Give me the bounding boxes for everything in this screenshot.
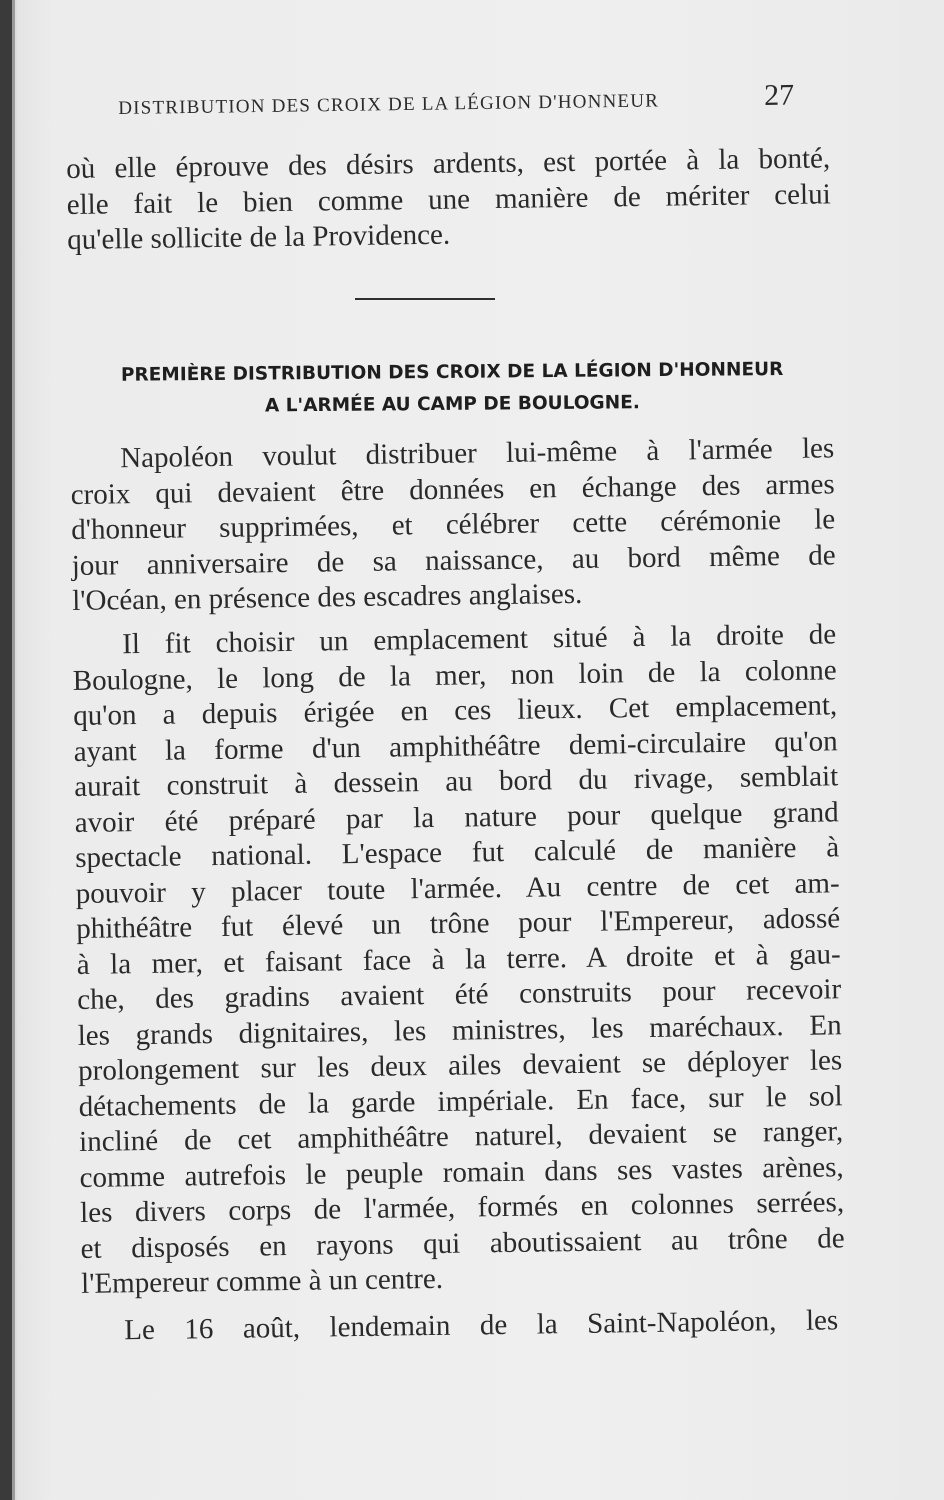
- text-line: l'Océan, en présence des escadres anglaises.: [71, 577, 583, 617]
- text-line: détachements de la garde impériale. En face, sur le sol: [78, 1079, 843, 1123]
- text-line: les grands dignitaires, les ministres, les maréchaux. En: [77, 1008, 842, 1052]
- text-line: croix qui devaient être données en échange des armes: [70, 467, 835, 511]
- text-line: phithéâtre fut élevé un trône pour l'Empereur, adossé: [75, 902, 841, 945]
- text-line: Napoléon voulut distribuer lui-même à l'armée les: [120, 432, 835, 475]
- text-line: ayant la forme d'un amphithéâtre demi-circulaire qu'on: [73, 724, 838, 768]
- text-line: aurait construit à dessein au bord du rivage, semblait: [73, 760, 839, 803]
- text-line: les divers corps de l'armée, formés en colonnes serrées,: [79, 1186, 845, 1229]
- paragraph-16-aout: [74, 1303, 838, 1349]
- book-page: [12, 0, 944, 1500]
- paragraph-emplacement: [72, 617, 845, 1302]
- text-line: jour anniversaire de sa naissance, au bord même de: [71, 538, 836, 582]
- text-line: prolongement sur les deux ailes devaient se déployer les: [77, 1044, 843, 1087]
- text-line: Boulogne, le long de la mer, non loin de la colonne: [72, 653, 837, 697]
- continuation-paragraph: [66, 141, 831, 258]
- section-heading-line: PREMIÈRE DISTRIBUTION DES CROIX DE LA LÉGION D'HONNEUR: [120, 358, 784, 386]
- section-heading-line: A L'ARMÉE AU CAMP DE BOULOGNE.: [264, 392, 640, 417]
- running-title: DISTRIBUTION DES CROIX DE LA LÉGION D'HONNEUR: [118, 90, 660, 119]
- text-line: comme autrefois le peuple romain dans ses vastes arènes,: [79, 1150, 844, 1194]
- text-line: qu'on a depuis érigée en ces lieux. Cet emplacement,: [73, 689, 838, 732]
- text-line: et disposés en rayons qui aboutissaient au trône de: [80, 1221, 845, 1265]
- text-line: avoir été préparé par la nature pour quelque grand: [74, 795, 839, 839]
- text-line: pouvoir y placer toute l'armée. Au centre de cet am-: [75, 866, 840, 910]
- text-line: elle fait le bien comme une manière de mériter celui: [66, 177, 831, 221]
- running-head: [118, 78, 808, 128]
- text-line: Il fit choisir un emplacement situé à la droite de: [122, 618, 837, 661]
- text-line: spectacle national. L'espace fut calculé de manière à: [74, 831, 840, 874]
- text-line: l'Empereur comme à un centre.: [80, 1262, 444, 1300]
- paragraph-napoleon: [70, 431, 836, 619]
- text-line: che, des gradins avaient été construits pour recevoir: [76, 973, 842, 1016]
- text-line: où elle éprouve des désirs ardents, est portée à la bonté,: [66, 142, 831, 185]
- text-line: Le 16 août, lendemain de la Saint-Napoléon, les: [124, 1304, 839, 1347]
- page-number: 27: [763, 78, 795, 112]
- text-line: incliné de cet amphithéâtre naturel, devaient se ranger,: [78, 1115, 844, 1158]
- text-line: qu'elle sollicite de la Providence.: [67, 218, 451, 256]
- text-line: d'honneur supprimées, et célébrer cette cérémonie le: [71, 503, 836, 546]
- text-line: à la mer, et faisant face à la terre. A droite et à gau-: [76, 937, 841, 981]
- section-separator-rule: [355, 298, 495, 300]
- section-heading: [92, 354, 813, 424]
